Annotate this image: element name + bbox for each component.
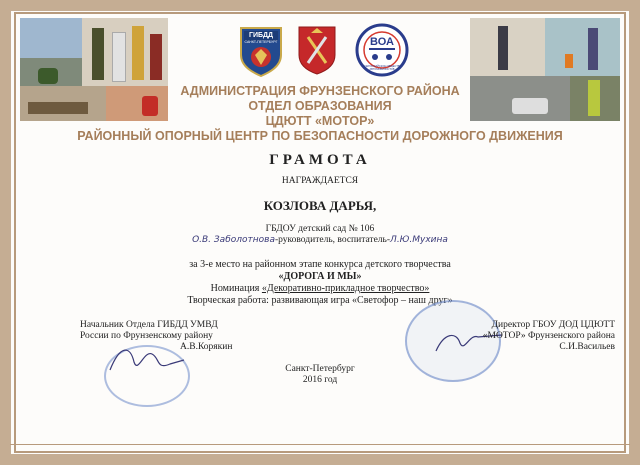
gibdd-sublabel: САНКТ-ПЕТЕРБУРГ bbox=[244, 40, 278, 44]
bottom-rule bbox=[10, 444, 630, 445]
header-line-4: РАЙОННЫЙ ОПОРНЫЙ ЦЕНТР ПО БЕЗОПАСНОСТИ ДОРОЖНОГО ДВИЖЕНИЯ bbox=[77, 129, 563, 143]
right-signatory bbox=[415, 320, 615, 353]
right-signatory-line1: Директор ГБОУ ДОД ЦДЮТТ bbox=[491, 320, 615, 330]
photo-person-1 bbox=[92, 28, 104, 80]
spb-coat-of-arms bbox=[297, 25, 337, 75]
photo-cone bbox=[565, 54, 573, 68]
nomination-label: Номинация bbox=[210, 283, 262, 294]
leader-role: -руководитель bbox=[274, 235, 333, 245]
footer-city: Санкт-Петербург bbox=[285, 364, 355, 374]
contest-name: «ДОРОГА И МЫ» bbox=[278, 271, 362, 282]
voa-label: ВОА bbox=[370, 36, 394, 48]
gibdd-label: ГИБДД bbox=[248, 32, 273, 39]
educator-handwritten: Л.Ю.Мухина bbox=[390, 235, 448, 245]
left-signatory-name: А.В.Корякин bbox=[180, 342, 233, 352]
photo-person-3 bbox=[132, 26, 144, 80]
photo-person-2 bbox=[112, 32, 126, 82]
photo-cyclist bbox=[38, 68, 58, 84]
gibdd-emblem bbox=[238, 25, 284, 77]
leader-handwritten: О.В. Заболотнова bbox=[192, 235, 275, 245]
voa-emblem bbox=[355, 23, 409, 77]
certificate-title: ГРАМОТА bbox=[269, 152, 371, 168]
photo-person-4 bbox=[150, 34, 162, 80]
school-name: ГБДОУ детский сад № 106 bbox=[265, 224, 375, 234]
right-signatory-name: С.И.Васильев bbox=[559, 342, 615, 352]
photo-hall-person bbox=[498, 26, 508, 70]
footer-year: 2016 год bbox=[302, 375, 338, 385]
header-line-2: ОТДЕЛ ОБРАЗОВАНИЯ bbox=[248, 99, 392, 113]
voa-ring-text: ВСЕРОССИЙСКОЕ ОБЩЕСТВО АВТОМОБИЛИСТОВ bbox=[362, 65, 402, 71]
place-line: за 3-е место на районном этапе конкурса детского творчества bbox=[189, 259, 451, 270]
awarded-label: НАГРАЖДАЕТСЯ bbox=[281, 176, 359, 186]
nomination-value: «Декоративно-прикладное творчество» bbox=[261, 283, 430, 294]
educator-role: , воспитатель- bbox=[332, 235, 391, 245]
work-line: Творческая работа: развивающая игра «Светофор – наш друг» bbox=[187, 295, 453, 306]
spb-shield-icon bbox=[297, 25, 337, 75]
right-signatory-line2: «МОТОР» Фрунзенского района bbox=[482, 331, 615, 341]
photo-sky bbox=[20, 18, 82, 58]
nomination-line bbox=[0, 283, 640, 294]
leader-line bbox=[0, 235, 640, 245]
left-signatory bbox=[80, 320, 280, 353]
left-signatory-line1: Начальник Отдела ГИБДД УМВД bbox=[80, 320, 218, 330]
photo-gym-person bbox=[588, 28, 598, 70]
left-signatory-line2: России по Фрунзенскому району bbox=[80, 331, 213, 341]
recipient-name: КОЗЛОВА ДАРЬЯ, bbox=[263, 198, 377, 213]
header-line-3: ЦДЮТТ «МОТОР» bbox=[265, 114, 375, 128]
photo-gym bbox=[545, 18, 620, 76]
header-line-1: АДМИНИСТРАЦИЯ ФРУНЗЕНСКОГО РАЙОНА bbox=[180, 84, 460, 98]
